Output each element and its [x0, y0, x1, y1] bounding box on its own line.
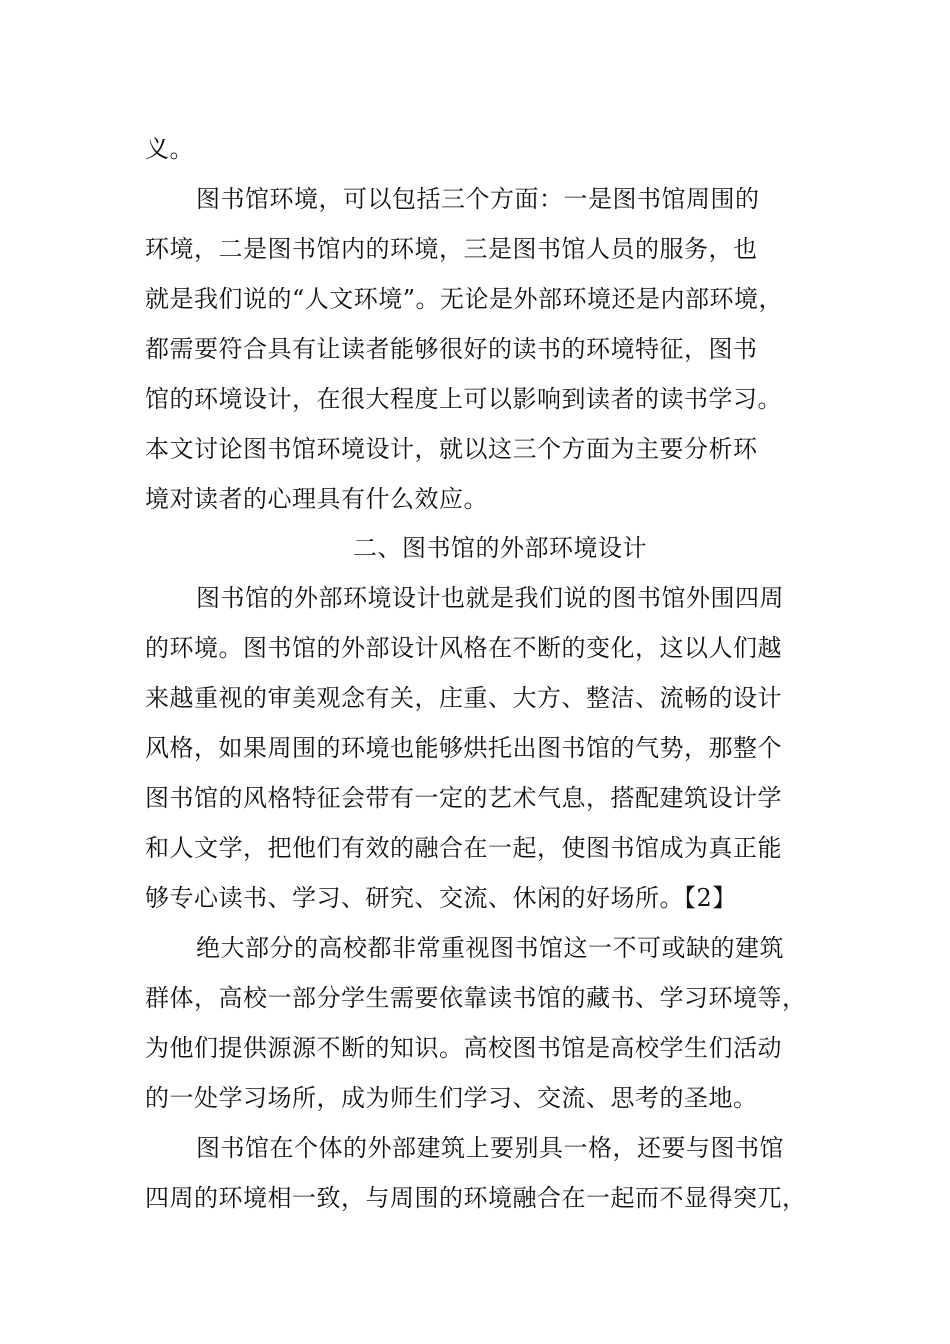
text-line: 群体，高校一部分学生需要依靠读书馆的藏书、学习环境等，	[145, 984, 807, 1012]
text-line: 风格，如果周围的环境也能够烘托出图书馆的气势，那整个	[145, 734, 782, 762]
text-line: 四周的环境相一致，与周围的环境融合在一起而不显得突兀，	[145, 1184, 807, 1212]
text-line: 义。	[145, 135, 194, 163]
text-line: 图书馆的风格特征会带有一定的艺术气息，搭配建筑设计学	[145, 784, 782, 812]
text-line: 的一处学习场所，成为师生们学习、交流、思考的圣地。	[145, 1084, 758, 1112]
text-line: 图书馆在个体的外部建筑上要别具一格，还要与图书馆	[196, 1134, 784, 1162]
text-line: 绝大部分的高校都非常重视图书馆这一不可或缺的建筑	[196, 934, 784, 962]
text-line: 够专心读书、学习、研究、交流、休闲的好场所。【2】	[145, 884, 737, 912]
text-line: 就是我们说的“人文环境”。无论是外部环境还是内部环境，	[145, 285, 784, 313]
text-line: 图书馆的外部环境设计也就是我们说的图书馆外围四周	[196, 584, 784, 612]
text-line: 和人文学，把他们有效的融合在一起，使图书馆成为真正能	[145, 834, 782, 862]
text-line: 环境，二是图书馆内的环境，三是图书馆人员的服务，也	[145, 235, 758, 263]
text-line: 为他们提供源源不断的知识。高校图书馆是高校学生们活动	[145, 1034, 782, 1062]
text-line: 的环境。图书馆的外部设计风格在不断的变化，这以人们越	[145, 634, 782, 662]
text-line: 来越重视的审美观念有关，庄重、大方、整洁、流畅的设计	[145, 684, 782, 712]
section-heading: 二、图书馆的外部环境设计	[353, 534, 647, 562]
text-line: 图书馆环境，可以包括三个方面：一是图书馆周围的	[196, 185, 760, 213]
text-line: 馆的环境设计，在很大程度上可以影响到读者的读书学习。	[145, 385, 782, 413]
text-line: 本文讨论图书馆环境设计，就以这三个方面为主要分析环	[145, 435, 758, 463]
text-line: 境对读者的心理具有什么效应。	[145, 485, 488, 513]
text-line: 都需要符合具有让读者能够很好的读书的环境特征，图书	[145, 335, 758, 363]
